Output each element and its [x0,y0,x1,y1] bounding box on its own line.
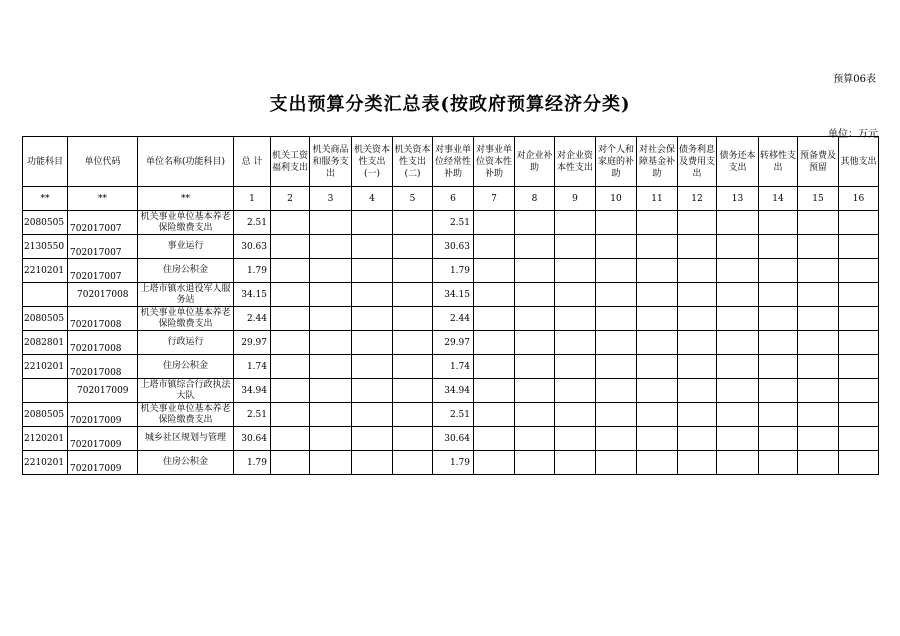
amount-cell [555,307,596,331]
amount-cell [759,379,798,403]
function-code-cell: 2080505 [23,211,68,235]
amount-cell [717,235,759,259]
amount-cell [352,307,393,331]
unit-code-cell: 702017009 [68,451,138,475]
index-cell: 12 [678,187,717,211]
unit-code-cell: 702017008 [68,331,138,355]
amount-cell [310,259,352,283]
amount-cell [310,211,352,235]
total-cell: 34.94 [234,379,271,403]
unit-name-cell: 住房公积金 [138,355,234,379]
col-header: 对企业补助 [515,137,555,187]
amount-cell [271,451,310,475]
amount-cell [596,427,637,451]
amount-cell [596,259,637,283]
index-cell: 14 [759,187,798,211]
index-cell: 10 [596,187,637,211]
amount-cell [717,307,759,331]
amount-cell [798,283,839,307]
amount-cell: 30.63 [433,235,474,259]
amount-cell [393,259,433,283]
function-code-cell: 2210201 [23,259,68,283]
index-row [23,187,879,211]
index-cell: ** [68,187,138,211]
amount-cell [798,307,839,331]
col-header: 功能科目 [23,137,68,187]
amount-cell [637,355,678,379]
index-cell: 7 [474,187,515,211]
amount-cell: 30.64 [433,427,474,451]
amount-cell [393,283,433,307]
amount-cell [839,451,879,475]
function-code-cell [23,283,68,307]
amount-cell [798,259,839,283]
amount-cell [596,211,637,235]
amount-cell [474,283,515,307]
index-cell: 8 [515,187,555,211]
amount-cell [759,355,798,379]
amount-cell [759,451,798,475]
amount-cell: 34.94 [433,379,474,403]
amount-cell [678,235,717,259]
amount-cell [839,355,879,379]
amount-cell [717,427,759,451]
amount-cell [393,235,433,259]
amount-cell [474,427,515,451]
amount-cell [515,331,555,355]
amount-cell [678,283,717,307]
amount-cell [637,307,678,331]
amount-cell: 2.44 [433,307,474,331]
total-cell: 2.51 [234,211,271,235]
amount-cell [352,211,393,235]
amount-cell [515,427,555,451]
amount-cell [271,379,310,403]
amount-cell: 1.79 [433,259,474,283]
amount-cell [717,355,759,379]
amount-cell [271,403,310,427]
function-code-cell: 2210201 [23,451,68,475]
unit-name-cell: 住房公积金 [138,451,234,475]
unit-code-cell: 702017009 [68,403,138,427]
amount-cell [596,379,637,403]
amount-cell [393,403,433,427]
amount-cell [596,355,637,379]
amount-cell [474,403,515,427]
amount-cell [839,379,879,403]
amount-cell [271,283,310,307]
amount-cell [717,451,759,475]
amount-cell [352,403,393,427]
function-code-cell [23,379,68,403]
amount-cell [474,307,515,331]
amount-cell [393,331,433,355]
unit-code-cell: 702017009 [68,427,138,451]
function-code-cell: 2080505 [23,307,68,331]
amount-cell [759,331,798,355]
unit-name-cell: 机关事业单位基本养老保险缴费支出 [138,403,234,427]
col-header: 单位代码 [68,137,138,187]
amount-cell [271,307,310,331]
amount-cell [798,331,839,355]
amount-cell [596,331,637,355]
header-row [23,137,879,187]
index-cell: ** [23,187,68,211]
amount-cell [678,379,717,403]
amount-cell [310,379,352,403]
amount-cell [474,235,515,259]
amount-cell [839,283,879,307]
amount-cell [798,451,839,475]
budget-table [22,136,879,475]
amount-cell [555,283,596,307]
amount-cell [352,355,393,379]
unit-name-cell: 行政运行 [138,331,234,355]
amount-cell [798,403,839,427]
index-cell: 13 [717,187,759,211]
amount-cell [352,451,393,475]
amount-cell [759,307,798,331]
amount-cell [515,211,555,235]
amount-cell [596,235,637,259]
index-cell: 2 [271,187,310,211]
amount-cell: 1.74 [433,355,474,379]
total-cell: 30.64 [234,427,271,451]
amount-cell [515,307,555,331]
amount-cell [678,211,717,235]
amount-cell [393,307,433,331]
col-header: 机关资本性支出(一) [352,137,393,187]
amount-cell [678,451,717,475]
amount-cell [717,283,759,307]
table-row [23,451,879,475]
amount-cell [839,211,879,235]
index-cell: 6 [433,187,474,211]
index-cell: 9 [555,187,596,211]
amount-cell [310,427,352,451]
amount-cell [759,259,798,283]
unit-code-cell: 702017007 [68,235,138,259]
amount-cell [759,283,798,307]
amount-cell [474,355,515,379]
col-header: 对个人和家庭的补助 [596,137,637,187]
col-header: 单位名称(功能科目) [138,137,234,187]
col-header: 总 计 [234,137,271,187]
table-row [23,211,879,235]
col-header: 对社会保障基金补助 [637,137,678,187]
amount-cell [555,331,596,355]
table-row [23,403,879,427]
amount-cell [637,259,678,283]
col-header: 机关资本性支出(二) [393,137,433,187]
table-row [23,427,879,451]
amount-cell [839,259,879,283]
table-row [23,283,879,307]
col-header: 对事业单位经常性补助 [433,137,474,187]
amount-cell [637,403,678,427]
amount-cell [352,259,393,283]
amount-cell [515,355,555,379]
unit-name-cell: 事业运行 [138,235,234,259]
unit-code-cell: 702017008 [68,307,138,331]
amount-cell [515,235,555,259]
unit-code-cell: 702017008 [68,355,138,379]
amount-cell [798,379,839,403]
amount-cell [474,211,515,235]
amount-cell [596,403,637,427]
index-cell: 15 [798,187,839,211]
amount-cell [555,451,596,475]
amount-cell [352,235,393,259]
amount-cell [678,427,717,451]
amount-cell [596,451,637,475]
amount-cell [474,379,515,403]
col-header: 债务利息及费用支出 [678,137,717,187]
amount-cell [352,379,393,403]
amount-cell [393,451,433,475]
unit-name-cell: 上塔市镇综合行政执法大队 [138,379,234,403]
amount-cell: 34.15 [433,283,474,307]
amount-cell [717,403,759,427]
amount-cell [310,403,352,427]
col-header: 其他支出 [839,137,879,187]
function-code-cell: 2210201 [23,355,68,379]
amount-cell [352,283,393,307]
page-title: 支出预算分类汇总表(按政府预算经济分类) [269,94,631,115]
amount-cell: 2.51 [433,211,474,235]
amount-cell [310,235,352,259]
amount-cell [759,427,798,451]
amount-cell [596,283,637,307]
unit-name-cell: 上塔市镇水退役军人服务站 [138,283,234,307]
amount-cell [637,379,678,403]
col-header: 机关商品和服务支出 [310,137,352,187]
amount-cell [596,307,637,331]
amount-cell [798,235,839,259]
function-code-cell: 2080505 [23,403,68,427]
index-cell: 11 [637,187,678,211]
total-cell: 29.97 [234,331,271,355]
col-header: 对企业资本性支出 [555,137,596,187]
amount-cell: 1.79 [433,451,474,475]
amount-cell [393,211,433,235]
amount-cell [271,355,310,379]
table-row [23,259,879,283]
function-code-cell: 2082801 [23,331,68,355]
amount-cell [839,307,879,331]
amount-cell [352,427,393,451]
amount-cell [798,427,839,451]
amount-cell [393,427,433,451]
amount-cell [271,259,310,283]
amount-cell [678,355,717,379]
amount-cell [310,307,352,331]
amount-cell [515,451,555,475]
amount-cell [555,355,596,379]
unit-name-cell: 机关事业单位基本养老保险缴费支出 [138,211,234,235]
amount-cell [637,235,678,259]
table-row [23,379,879,403]
amount-cell [474,451,515,475]
amount-cell [839,427,879,451]
col-header: 对事业单位资本性补助 [474,137,515,187]
table-row [23,355,879,379]
amount-cell [393,355,433,379]
unit-name-cell: 城乡社区规划与管理 [138,427,234,451]
amount-cell [798,211,839,235]
amount-cell [678,331,717,355]
amount-cell [271,331,310,355]
unit-code-cell: 702017007 [68,211,138,235]
amount-cell [310,451,352,475]
index-cell: ** [138,187,234,211]
table-row [23,235,879,259]
amount-cell [717,211,759,235]
amount-cell [555,235,596,259]
amount-cell [515,283,555,307]
index-cell: 16 [839,187,879,211]
amount-cell [717,259,759,283]
amount-cell [839,331,879,355]
amount-cell [271,211,310,235]
index-cell: 5 [393,187,433,211]
col-header: 预备费及预留 [798,137,839,187]
amount-cell [759,403,798,427]
amount-cell [759,211,798,235]
table-row [23,307,879,331]
amount-cell [678,403,717,427]
total-cell: 30.63 [234,235,271,259]
index-cell: 4 [352,187,393,211]
form-code: 预算06表 [833,74,876,85]
amount-cell [474,331,515,355]
amount-cell [637,451,678,475]
amount-cell [637,283,678,307]
amount-cell [352,331,393,355]
amount-cell [515,403,555,427]
amount-cell [310,283,352,307]
amount-cell [717,331,759,355]
amount-cell [759,235,798,259]
amount-cell [678,307,717,331]
amount-cell [310,355,352,379]
amount-cell [637,211,678,235]
amount-cell [717,379,759,403]
amount-cell [798,355,839,379]
unit-name-cell: 机关事业单位基本养老保险缴费支出 [138,307,234,331]
amount-cell [637,331,678,355]
unit-code-cell: 702017008 [68,283,138,307]
amount-cell [555,427,596,451]
amount-cell [555,259,596,283]
total-cell: 1.79 [234,451,271,475]
amount-cell [839,235,879,259]
amount-cell [474,259,515,283]
amount-cell [637,427,678,451]
col-header: 机关工资福利支出 [271,137,310,187]
unit-code-cell: 702017009 [68,379,138,403]
amount-cell [515,259,555,283]
total-cell: 2.51 [234,403,271,427]
index-cell: 1 [234,187,271,211]
unit-label: 单位：万元 [828,129,878,140]
amount-cell [555,403,596,427]
amount-cell [555,211,596,235]
unit-code-cell: 702017007 [68,259,138,283]
amount-cell [839,403,879,427]
function-code-cell: 2130550 [23,235,68,259]
col-header: 债务还本支出 [717,137,759,187]
amount-cell [310,331,352,355]
function-code-cell: 2120201 [23,427,68,451]
index-cell: 3 [310,187,352,211]
amount-cell [515,379,555,403]
table-row [23,331,879,355]
amount-cell [271,427,310,451]
amount-cell [271,235,310,259]
unit-name-cell: 住房公积金 [138,259,234,283]
total-cell: 1.79 [234,259,271,283]
amount-cell: 2.51 [433,403,474,427]
col-header: 转移性支出 [759,137,798,187]
total-cell: 1.74 [234,355,271,379]
total-cell: 34.15 [234,283,271,307]
amount-cell [393,379,433,403]
amount-cell: 29.97 [433,331,474,355]
amount-cell [678,259,717,283]
total-cell: 2.44 [234,307,271,331]
amount-cell [555,379,596,403]
